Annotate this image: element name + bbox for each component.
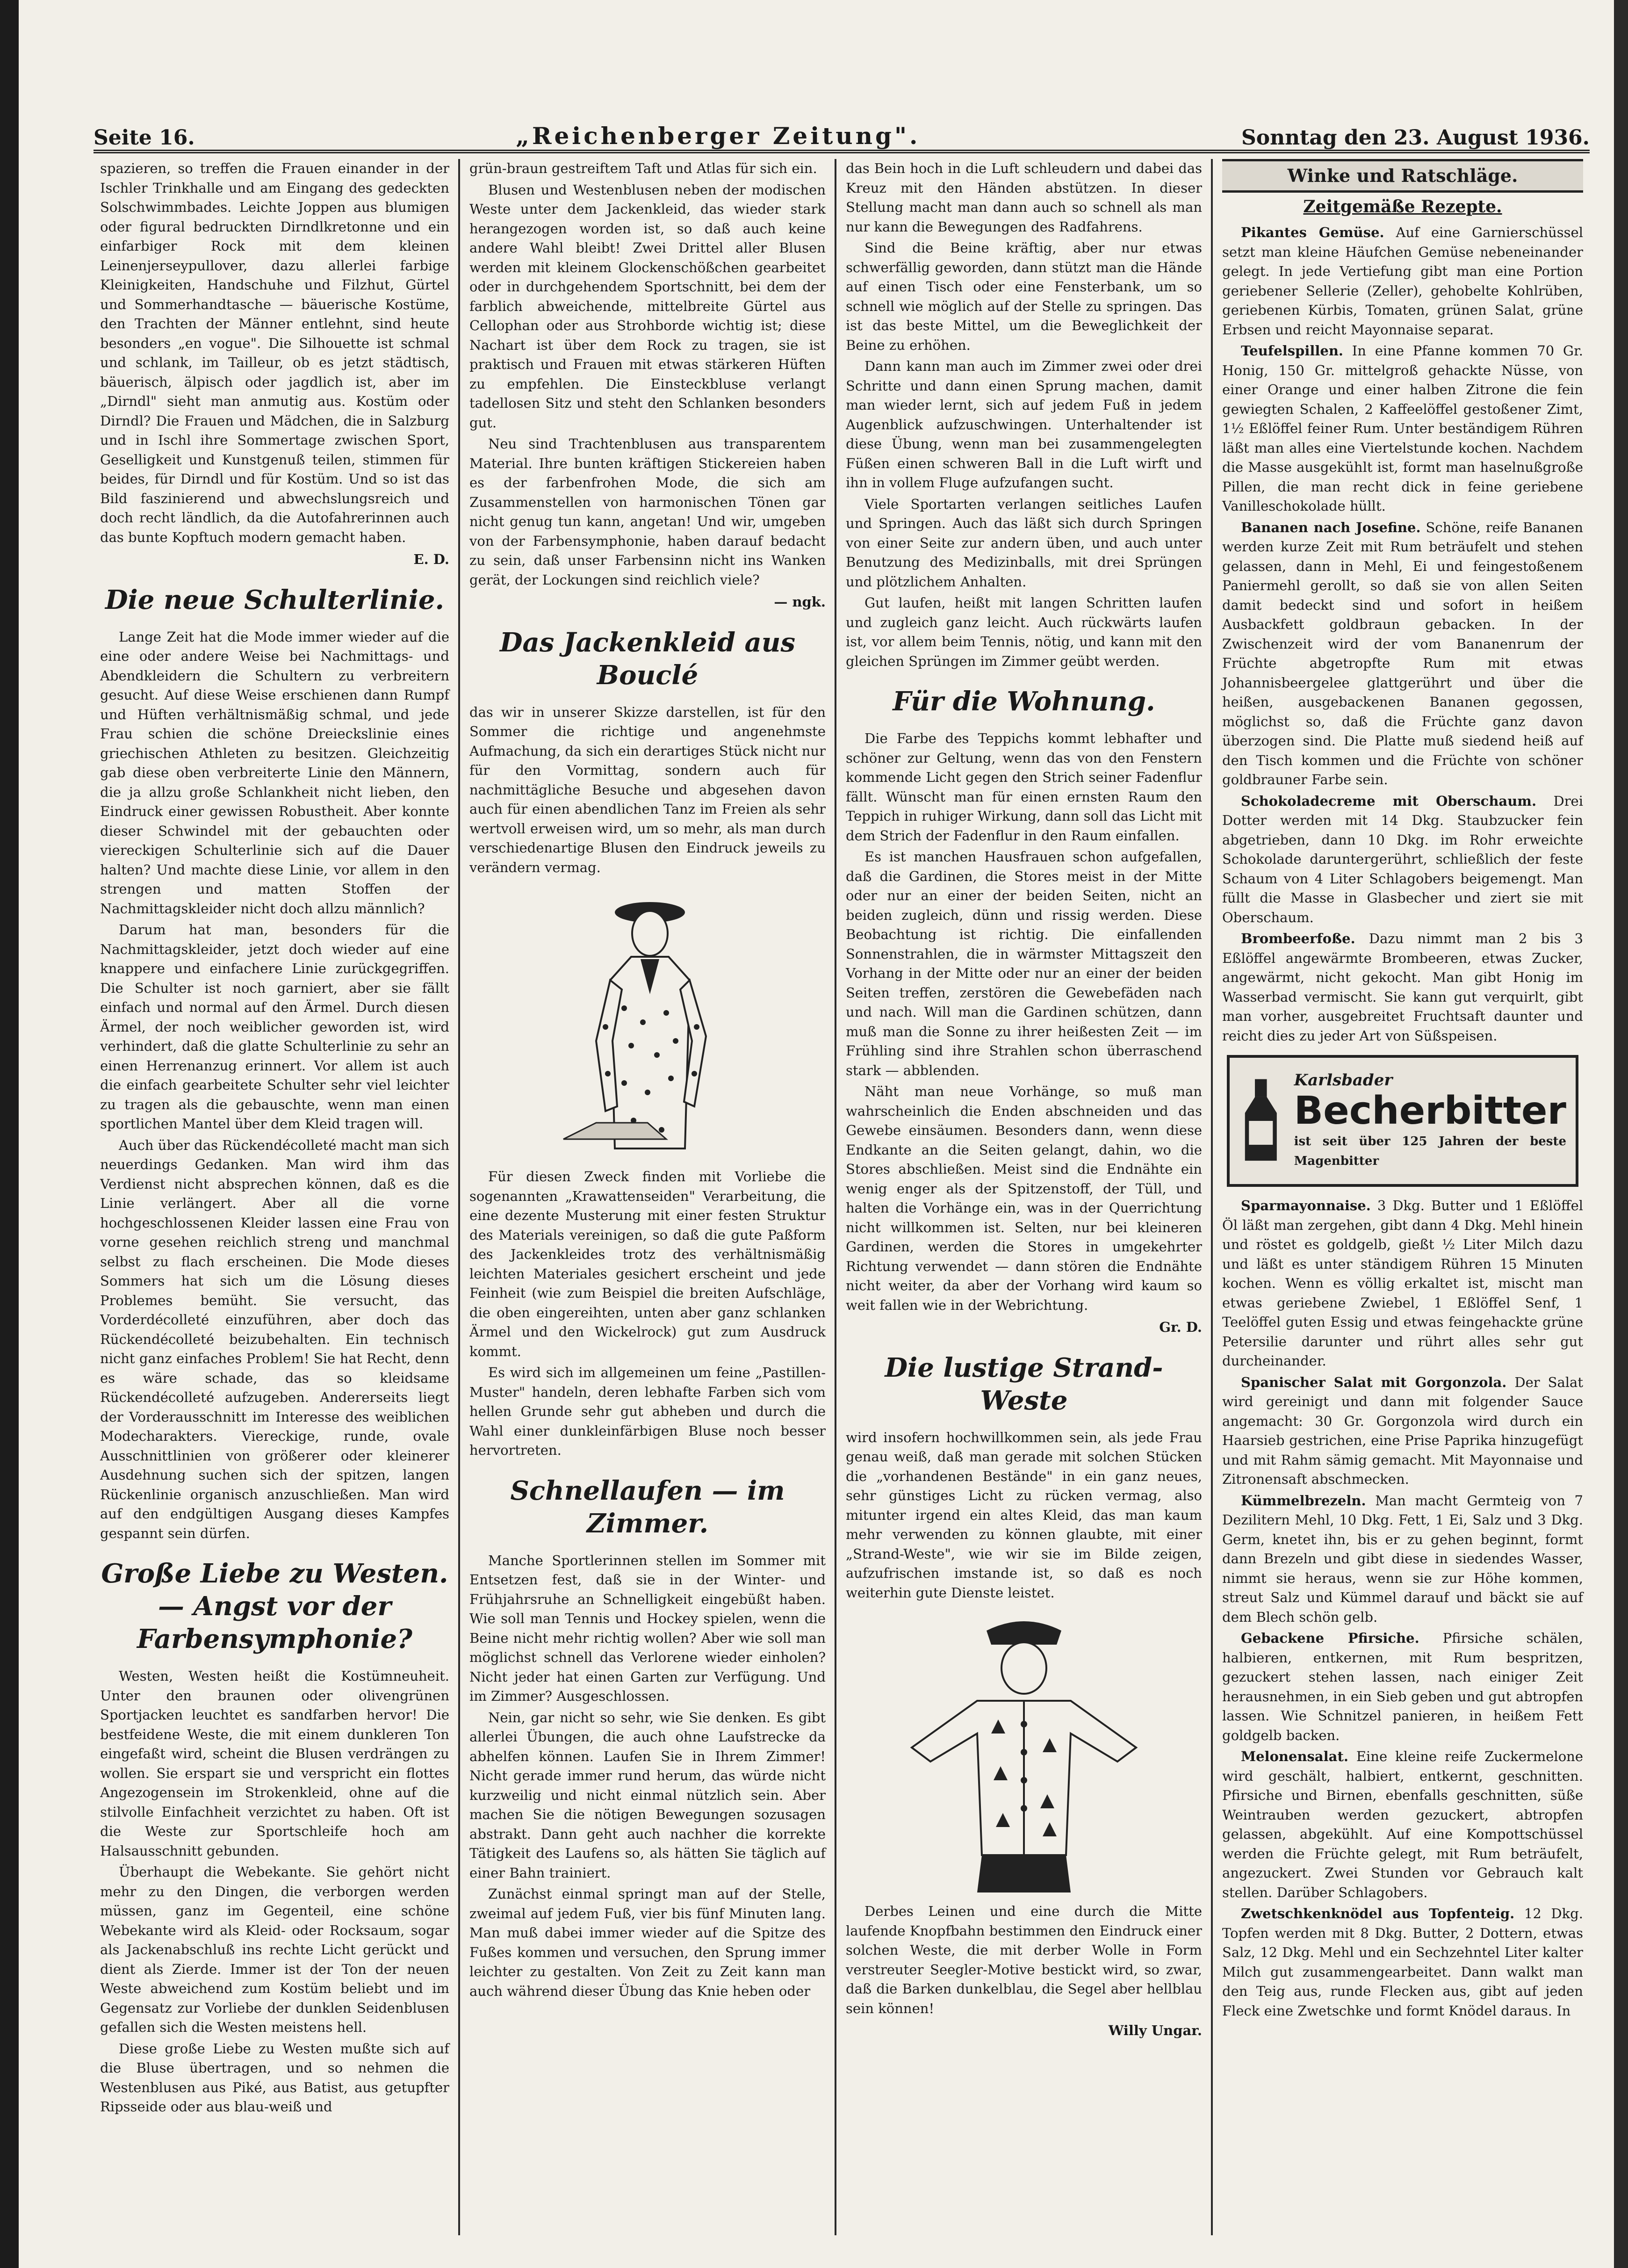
paragraph: wird insofern hochwillkommen sein, als jede Frau genau weiß, daß man gerade mit solchen Stücken die „vorhandenen Bestände" in ein ganz neues, sehr günstiges Licht zu rücken vermag, also mitunter irgend ein altes Kleid, das man kaum mehr verwenden zu können glaubte, mit einer „Strand-Weste", wie wir sie im Bilde zeigen, aufzufrischen imstande ist, so daß es noch weiterhin gute Dienste leistet. bbox=[846, 1429, 1202, 1601]
paragraph: Die Farbe des Teppichs kommt lebhafter und schöner zur Geltung, wenn das von den Fenstern kommende Licht gegen den Strich seiner Fadenflur fällt. Wünscht man für einen ernsten Raum den Teppich in ruhiger Wirkung, dann soll das Licht mit dem Strich der Fadenflur in den Raum einfallen. bbox=[846, 730, 1202, 844]
ad-brand-name: Becherbitter bbox=[1294, 1089, 1566, 1134]
recipe-name: Brombeerfoße. bbox=[1241, 931, 1355, 946]
masthead bbox=[94, 112, 1590, 153]
article-heading: Für die Wohnung. bbox=[893, 686, 1155, 717]
recipe-text: Eine kleine reife Zuckermelone wird geschält, halbiert, entkernt, geschnitten. Pfirsiche und Birnen, ebenfalls geschnitten, süße Weintrauben werden gezuckert, abtropfen gelassen, abgekühlt. Auf eine Kompottschüssel werden die Früchte gelegt, mit Rum beträufelt, angezuckert. Zwei Stunden vor Gebrauch kalt stellen. Darüber Schlagobers. bbox=[1222, 1748, 1583, 1900]
author-signature: — ngk. bbox=[774, 594, 826, 610]
paragraph: Dann kann man auch im Zimmer zwei oder drei Schritte und dann einen Sprung machen, damit man wieder lernt, sich auf jedem Fuß in jedem Augenblick aufzuschwingen. Unterhaltender ist diese Übung, wenn man bei zusammengelegten Füßen einen schweren Ball in die Luft wirft und ihn in vollem Fluge aufzufangen sucht. bbox=[846, 358, 1202, 491]
paragraph: Es ist manchen Hausfrauen schon aufgefallen, daß die Gardinen, die Stores meist in der Mitte oder nur an einer der beiden Seiten, nicht an beiden zugleich, dünn und rissig werden. Diese Beobachtung ist richtig. Die einfallenden Sonnenstrahlen, die in wärmster Mittagszeit den Vorhang in der Mitte oder nur an einer der beiden Seiten treffen, zerstören die Gewebefäden nach und nach. Will man die Gardinen schützen, dann muß man die Sonne zu ihrer heißesten Zeit — im Frühling sind ihre Strahlen schon überraschend stark — abblenden. bbox=[846, 849, 1202, 1078]
recipe-name: Pikantes Gemüse. bbox=[1241, 224, 1384, 240]
column-rule bbox=[835, 159, 836, 2235]
column-2 bbox=[463, 159, 832, 2235]
paragraph: Neu sind Trachtenblusen aus transparentem Material. Ihre bunten kräftigen Stickereien haben es der farbenfrohen Mode, die sich am Zusammenstellen von harmonischen Tönen gar nicht genug tun kann, angetan! Und wir, umgeben von der Farbensymphonie, haben darauf bedacht zu sein, daß unser Farbensinn nicht ins Wanken gerät, der Lockungen sind reichlich viele? bbox=[469, 436, 826, 588]
recipe-name: Bananen nach Josefine. bbox=[1241, 519, 1421, 535]
recipe-name: Schokoladecreme mit Oberschaum. bbox=[1241, 793, 1537, 809]
ad-brand-prefix: Karlsbader bbox=[1294, 1070, 1393, 1090]
article-heading: Schnellaufen — im Zimmer. bbox=[510, 1475, 785, 1539]
recipe-name: Gebackene Pfirsiche. bbox=[1241, 1630, 1419, 1646]
paragraph: Lange Zeit hat die Mode immer wieder auf die eine oder andere Weise bei Nachmittags- und Abendkleidern die Schultern zu verbreitern gesucht. Auf diese Weise erschienen dann Rumpf und Hüften verhältnismäßig schmal, und jede Frau schien die schöne Dreieckslinie eines griechischen Athleten zu besitzen. Gleichzeitig gab diese oben verbreiterte Linie den Männern, die ja allzu große Schlankheit nicht lieben, den Eindruck einer gewissen Robustheit. Aber konnte dieser Schwindel mit der gebauchten oder viereckigen Schulterlinie sich auf die Dauer halten? Und machte diese Linie, vor allem in den strengen und matten Stoffen der Nachmittagskleider nicht doch allzu männlich? bbox=[100, 628, 449, 917]
recipe-name: Zwetschkenknödel aus Topfenteig. bbox=[1241, 1906, 1515, 1921]
recipe-text: Auf eine Garnierschüssel setzt man kleine Häufchen Gemüse nebeneinander gelegt. In jede Vertiefung gibt man eine Portion geriebener Sellerie (Zeller), gehobelte Kohlrüben, geriebenen Kürbis, Tomaten, grünen Salat, grüne Erbsen und reicht Mayonnaise separat. bbox=[1222, 224, 1583, 338]
paragraph: spazieren, so treffen die Frauen einander in der Ischler Trinkhalle und am Eingang des gedeckten Solschwimmbades. Leichte Joppen aus blumigen oder figural bedruckten Dirndlkretonne und ein einfarbiger Rock mit dem kleinen Leinenjerseypullover, dazu allerlei farbige Kleinigkeiten, Handschuhe und Filzhut, Gürtel und Sommerhandtasche — bäuerische Kostüme, den Trachten der Männer entlehnt, sind heute besonders „en vogue". Die Silhouette ist schmal und schlank, im Tailleur, ob es jetzt städtisch, bäuerisch, älpisch oder jagdlich ist, aber im „Dirndl" sieht man anmutig aus. Kostüm oder Dirndl? Die Frauen und Mädchen, die in Salzburg und in Ischl ihre Sommertage zwischen Sport, Geselligkeit und Kunstgenuß teilen, stimmen für beides, für Dirndl und für Kostüm. Und so ist das Bild faszinierend und abwechslungsreich und doch recht ländlich, da die Autofahrerinnen auch das bunte Kopftuch modern gemacht haben. bbox=[100, 160, 449, 545]
advertisement-becherbitter bbox=[1227, 1055, 1578, 1187]
author-signature: Gr. D. bbox=[1159, 1319, 1202, 1335]
author-signature: E. D. bbox=[413, 551, 449, 567]
paragraph: Näht man neue Vorhänge, so muß man wahrscheinlich die Enden abschneiden und das Gewebe einsäumen. Besonders dann, wenn diese Endkante an die Seiten gelangt, dahin, wo die Stores abschließen. Meist sind die Endnähte ein wenig enger als der Spitzenstoff, der Tüll, und halten die Vorhänge ein, was in der Querrichtung nicht willkommen ist. Selten, nur bei kleineren Gardinen, werden die Stores in umgekehrter Richtung verwendet — dann stören die Endnähte nicht weiter, da aber der Vorhang wird kaum so weit fallen wie in der Webrichtung. bbox=[846, 1083, 1202, 1313]
paragraph: Gut laufen, heißt mit langen Schritten laufen und zugleich ganz leicht. Auch rückwärts laufen ist, vor allem beim Tennis, nötig, und kann mit den gleichen Sprüngen im Zimmer geübt werden. bbox=[846, 595, 1202, 669]
recipe-name: Spanischer Salat mit Gorgonzola. bbox=[1241, 1374, 1507, 1390]
recipe-text: In eine Pfanne kommen 70 Gr. Honig, 150 Gr. mittelgroß gehackte Nüsse, von einer Orange und einer halben Zitrone die fein gewiegten Schalen, 2 Kaffeelöffel gestoßener Zimt, 1½ Eßlöffel feiner Rum. Unter beständigem Rühren läßt man alles eine Viertelstunde kochen. Nachdem die Masse ausgekühlt ist, formt man haselnußgroße Pillen, die man recht dick in feine geriebene Vanilleschokolade hüllt. bbox=[1222, 343, 1583, 514]
paragraph: Westen, Westen heißt die Kostümneuheit. Unter den braunen oder olivengrünen Sportjacken leuchtet es sandfarben hervor! Die bestfeidene Weste, die mit einem dunkleren Ton eingefaßt wird, scheint die Blusen verdrängen zu wollen. Sie erspart sie und verspricht ein flottes Angezogensein im Strokenkleid, ohne auf die stilvolle Einfachheit verzichtet zu haben. Oft ist die Weste zur Sportschleife hoch am Halsausschnitt gebunden. bbox=[100, 1668, 449, 1859]
newspaper-title: „Reichenberger Zeitung". bbox=[516, 122, 921, 150]
recipe-text: Drei Dotter werden mit 14 Dkg. Staubzucker fein abgetrieben, dann 10 Dkg. im Rohr erweichte Schokolade daruntergerührt, schließlich der feste Schaum von 4 Liter Schlagobers beigemengt. Man füllt die Masse in Glasbecher und ziert sie mit Oberschaum. bbox=[1222, 793, 1583, 925]
recipe-name: Sparmayonnaise. bbox=[1241, 1198, 1371, 1213]
paragraph: Zunächst einmal springt man auf der Stelle, zweimal auf jedem Fuß, vier bis fünf Minuten lang. Man muß dabei immer wieder auf die Spitze des Fußes kommen und versuchen, den Sprung immer leichter zu gestalten. Von Zeit zu Zeit kann man auch während dieser Übung das Knie heben oder bbox=[469, 1886, 826, 1999]
article-heading: Die neue Schulterlinie. bbox=[105, 584, 445, 615]
column-1 bbox=[94, 159, 456, 2235]
recipe-text: Man macht Germteig von 7 Dezilitern Mehl, 10 Dkg. Fett, 1 Ei, Salz und 3 Dkg. Germ, knetet ihn, bis er zu gehen beginnt, formt dann Brezeln und gibt diese in siedendes Wasser, nimmt sie heraus, wenn sie zur Höhe kommen, streut Salz und Kümmel darauf und bäckt sie auf dem Blech schön gelb. bbox=[1222, 1492, 1583, 1625]
paragraph: grün-braun gestreiftem Taft und Atlas für sich ein. bbox=[469, 160, 817, 176]
paragraph: Blusen und Westenblusen neben der modischen Weste unter dem Jackenkleid, das wieder stark herangezogen worden ist, so daß auch keine andere Wahl bleibt! Zwei Drittel aller Blusen werden mit kleinem Glockenschößchen gearbeitet oder in durchgehendem Sportschnitt, bei dem der farblich abweichende, mittelbreite Gürtel aus Cellophan oder aus Strohborde wichtig ist; diese Nachart ist über dem Rock zu tragen, sie ist praktisch und Frauen mit etwas stärkeren Hüften zu empfehlen. Die Einsteckbluse verlangt tadellosen Sitz und steht den Schlanken besonders gut. bbox=[469, 181, 826, 431]
paragraph: Nein, gar nicht so sehr, wie Sie denken. Es gibt allerlei Übungen, die auch ohne Laufstrecke da abhelfen können. Laufen Sie in Ihrem Zimmer! Nicht gerade immer rund herum, das würde nicht kurzweilig und nicht einmal nützlich sein. Aber machen Sie die nötigen Bewegungen sozusagen abstrakt. Dann geht auch nachher die korrekte Tätigkeit des Laufens so, als hätten Sie täglich auf einer Bahn trainiert. bbox=[469, 1709, 826, 1881]
paragraph: Darum hat man, besonders für die Nachmittagskleider, jetzt doch wieder auf eine knappere und einfachere Linie zurückgegriffen. Die Schulter ist noch garniert, aber sie fällt einfach und normal auf den Ärmel. Durch diesen Ärmel, der noch weiblicher geworden ist, wird verhindert, daß die glatte Schulterlinie zu sehr an einen Herrenanzug erinnert. Vor allem ist auch die einfach gearbeitete Schulter sehr viel leichter zu tragen als die gebauschte, wenn man einen sportlichen Mantel über dem Kleid tragen will. bbox=[100, 922, 449, 1132]
paragraph: Diese große Liebe zu Westen mußte sich auf die Bluse übertragen, und so nehmen die Westenblusen aus Piké, aus Batist, aus getupfter Ripsseide oder aus blau-weiß und bbox=[100, 2040, 449, 2115]
paragraph: Für diesen Zweck finden mit Vorliebe die sogenannten „Krawattenseiden" Verarbeitung, die eine dezente Musterung mit einer festen Struktur des Materials vereinigen, so daß die gute Paßform des Jackenkleides trotz des verhältnismäßig leichten Materiales gesichert erscheint und jede Feinheit (wie zum Beispiel die breiten Aufschläge, die oben eingereihten, unten aber ganz schlanken Ärmel und den Wickelrock) gut zum Ausdruck kommt. bbox=[469, 1169, 826, 1359]
recipe-text: Der Salat wird gereinigt und dann mit folgender Sauce angemacht: 30 Gr. Gorgonzola wird durch ein Haarsieb gestrichen, eine Prise Paprika hinzugefügt und mit Rahm sämig gemacht. Mit Mayonnaise und Zitronensaft abschmecken. bbox=[1222, 1374, 1583, 1487]
fashion-illustration-beach-vest bbox=[893, 1612, 1155, 1892]
author-signature: Willy Ungar. bbox=[1108, 2022, 1202, 2038]
illustration-caption: Derbes Leinen und eine durch die Mitte laufende Knopfbahn bestimmen den Eindruck einer solchen Weste, die mit derber Wolle in Form verstreuter Seegler-Motive bestickt wird, so zwar, daß die Barken dunkelblau, die Segel aber hellblau sein können! bbox=[846, 1903, 1202, 2016]
article-heading: Die lustige Strand-Weste bbox=[885, 1352, 1163, 1416]
paragraph: das wir in unserer Skizze darstellen, ist für den Sommer die richtige und angenehmste Aufmachung, da sich ein derartiges Stück nicht nur für den Vormittag, sondern auch für nachmittägliche Besuche und abgesehen davon auch für einen abendlichen Tanz im Freien als sehr wertvoll erweisen wird, um so mehr, als man durch verschiedenartige Blusen den Eindruck jeweils zu verändern vermag. bbox=[469, 704, 826, 875]
recipe-name: Kümmelbrezeln. bbox=[1241, 1492, 1366, 1509]
article-heading: Große Liebe zu Westen. — Angst vor der Farbensymphonie? bbox=[101, 1558, 448, 1654]
ad-tagline: ist seit über 125 Jahren der beste Magenbitter bbox=[1294, 1134, 1566, 1168]
paragraph: Es wird sich im allgemeinen um feine „Pastillen-Muster" handeln, deren lebhafte Farben sich vom hellen Grunde sehr gut abheben und durch die Wahl einer dunkleinfärbigen Bluse noch besser hervortreten. bbox=[469, 1365, 826, 1458]
section-heading: Winke und Ratschläge. bbox=[1222, 159, 1583, 193]
article-heading: Das Jackenkleid aus Bouclé bbox=[499, 627, 796, 691]
recipe-text: Schöne, reife Bananen werden kurze Zeit mit Rum beträufelt und stehen gelassen, dann in Mehl, Ei und feingestoßenem Paniermehl gerollt, so daß sie von allen Seiten damit bedeckt sind und sofort in heißem Ausbackfett goldbraun gebacken. In der Zwischenzeit wird der vom Bananenrum der Früchte abgetropfte Rum mit etwas Johannisbeergelee glattgerührt und über die heißen, ausgebackenen Bananen gegossen, möglichst so, daß die Früchte ganz davon überzogen sind. Die Platte muß siedend heiß auf den Tisch kommen und die Früchte von schöner goldbrauner Farbe sein. bbox=[1222, 519, 1583, 787]
recipe-text: 3 Dkg. Butter und 1 Eßlöffel Öl läßt man zergehen, gibt dann 4 Dkg. Mehl hinein und röstet es goldgelb, gießt ½ Liter Milch dazu und läßt es unter ständigem Rühren 15 Minuten kochen. Wenn es völlig erkaltet ist, mischt man etwas geriebene Zwiebel, 1 Eßlöffel Senf, 1 Teelöffel guten Essig und etwas feingehackte grüne Petersilie darunter und rührt alles sehr gut durcheinander. bbox=[1222, 1198, 1584, 1369]
column-4 bbox=[1216, 159, 1590, 2235]
column-rule bbox=[1211, 159, 1213, 2235]
paragraph: Auch über das Rückendécolleté macht man sich neuerdings Gedanken. Man wird ihm das Verdienst nicht absprechen können, daß es die Linie verlängert. Aber all die vorne hochgeschlossenen Kleider lassen eine Frau von vorne gesehen reichlich streng und manchmal selbst zu flach erscheinen. Die Mode dieses Sommers hat sich um die Lösung dieses Problemes bemüht. Sie versucht, das Vorderdécolleté einzuführen, aber doch das Rückendécolleté beizubehalten. Ein technisch nicht ganz einfaches Problem! Sie hat Recht, denn es wäre schade, das so kleidsame Rückendécolleté aufzugeben. Andererseits liegt der Vorderausschnitt im Interesse des weiblichen Modecharakters. Viereckige, runde, ovale Ausschnittlinien von größerer oder kleinerer Ausdehnung suchen sich der spitzen, langen Rückenlinie organisch anzuschließen. Man wird auf den endgültigen Ausgang dieses Kampfes gespannt sein dürfen. bbox=[100, 1137, 449, 1541]
recipe-name: Melonensalat. bbox=[1241, 1748, 1348, 1764]
section-subheading: Zeitgemäße Rezepte. bbox=[1303, 196, 1502, 217]
paragraph: das Bein hoch in die Luft schleudern und dabei das Kreuz mit den Händen abstützen. In dieser Stellung macht man dann auch so schnell als man nur kann die Bewegungen des Radfahrens. bbox=[846, 160, 1202, 235]
recipe-name: Teufelspillen. bbox=[1241, 343, 1344, 359]
paragraph: Viele Sportarten verlangen seitliches Laufen und Springen. Auch das läßt sich durch Springen von einer Seite zur andern üben, und auch unter Benutzung des Medizinballs, mit drei Sprüngen und plötzlichem Anhalten. bbox=[846, 496, 1202, 590]
fashion-illustration-jacket-dress bbox=[526, 887, 769, 1158]
paragraph: Manche Sportlerinnen stellen im Sommer mit Entsetzen fest, daß sie in der Winter- und Frühjahrsruhe an Schnelligkeit eingebüßt haben. Wie soll man Tennis und Hockey spielen, wenn die Beine nicht mehr richtig wollen? Aber wie soll man möglichst schnell das Verlorene wieder einholen? Nicht jeder hat einen Garten zur Verfügung. Und im Zimmer? Ausgeschlossen. bbox=[469, 1552, 826, 1704]
issue-date: Sonntag den 23. August 1936. bbox=[1241, 126, 1590, 150]
page-number: Seite 16. bbox=[94, 126, 195, 150]
paragraph: Überhaupt die Webekante. Sie gehört nicht mehr zu den Dingen, die verborgen werden müssen, ganz im Gegenteil, eine schöne Webekante wird als Kleid- oder Rocksaum, sogar als Jackenabschluß ins rechte Licht gerückt und dient als Zierde. Immer ist der Ton der neuen Weste abweichend zum Kostüm beliebt und im Gegensatz zur Vorliebe der dunklen Seidenblusen gefallen sich die Westen meistens hell. bbox=[100, 1864, 449, 2035]
recipe-text: Pfirsiche schälen, halbieren, entkernen, mit Rum bespritzen, gezuckert stehen lassen, nach einiger Zeit herausnehmen, in ein Sieb geben und gut abtropfen lassen. Wie Schnitzel panieren, in heißem Fett goldgelb backen. bbox=[1222, 1630, 1583, 1743]
column-rule bbox=[458, 159, 460, 2235]
column-3 bbox=[839, 159, 1209, 2235]
bottle-icon bbox=[1239, 1069, 1283, 1172]
recipe-text: 12 Dkg. Topfen werden mit 8 Dkg. Butter, 2 Dottern, etwas Salz, 12 Dkg. Mehl und ein Sechzehntel Liter kalter Milch gut zusammengearbeitet. Dann walkt man den Teig aus, runde Flecken aus, gibt auf jeden Fleck eine Zwetschke und formt Knödel daraus. In bbox=[1222, 1906, 1583, 2019]
paragraph: Sind die Beine kräftig, aber nur etwas schwerfällig geworden, dann stützt man die Hände auf einen Tisch oder eine Fensterbank, um so schnell wie möglich auf der Stelle zu springen. Das ist das beste Mittel, um die Beweglichkeit der Beine zu erhöhen. bbox=[846, 240, 1202, 353]
recipe-text: Dazu nimmt man 2 bis 3 Eßlöffel angewärmte Brombeeren, etwas Zucker, angewärmt, nicht gekocht. Man gibt Honig im Wasserbad vermischt. Sie kann gut verquirlt, gibt man vorher, ausgebreitet Fruchtsaft daunter und reicht dies zu jeder Art von Süßspeisen. bbox=[1222, 931, 1583, 1044]
